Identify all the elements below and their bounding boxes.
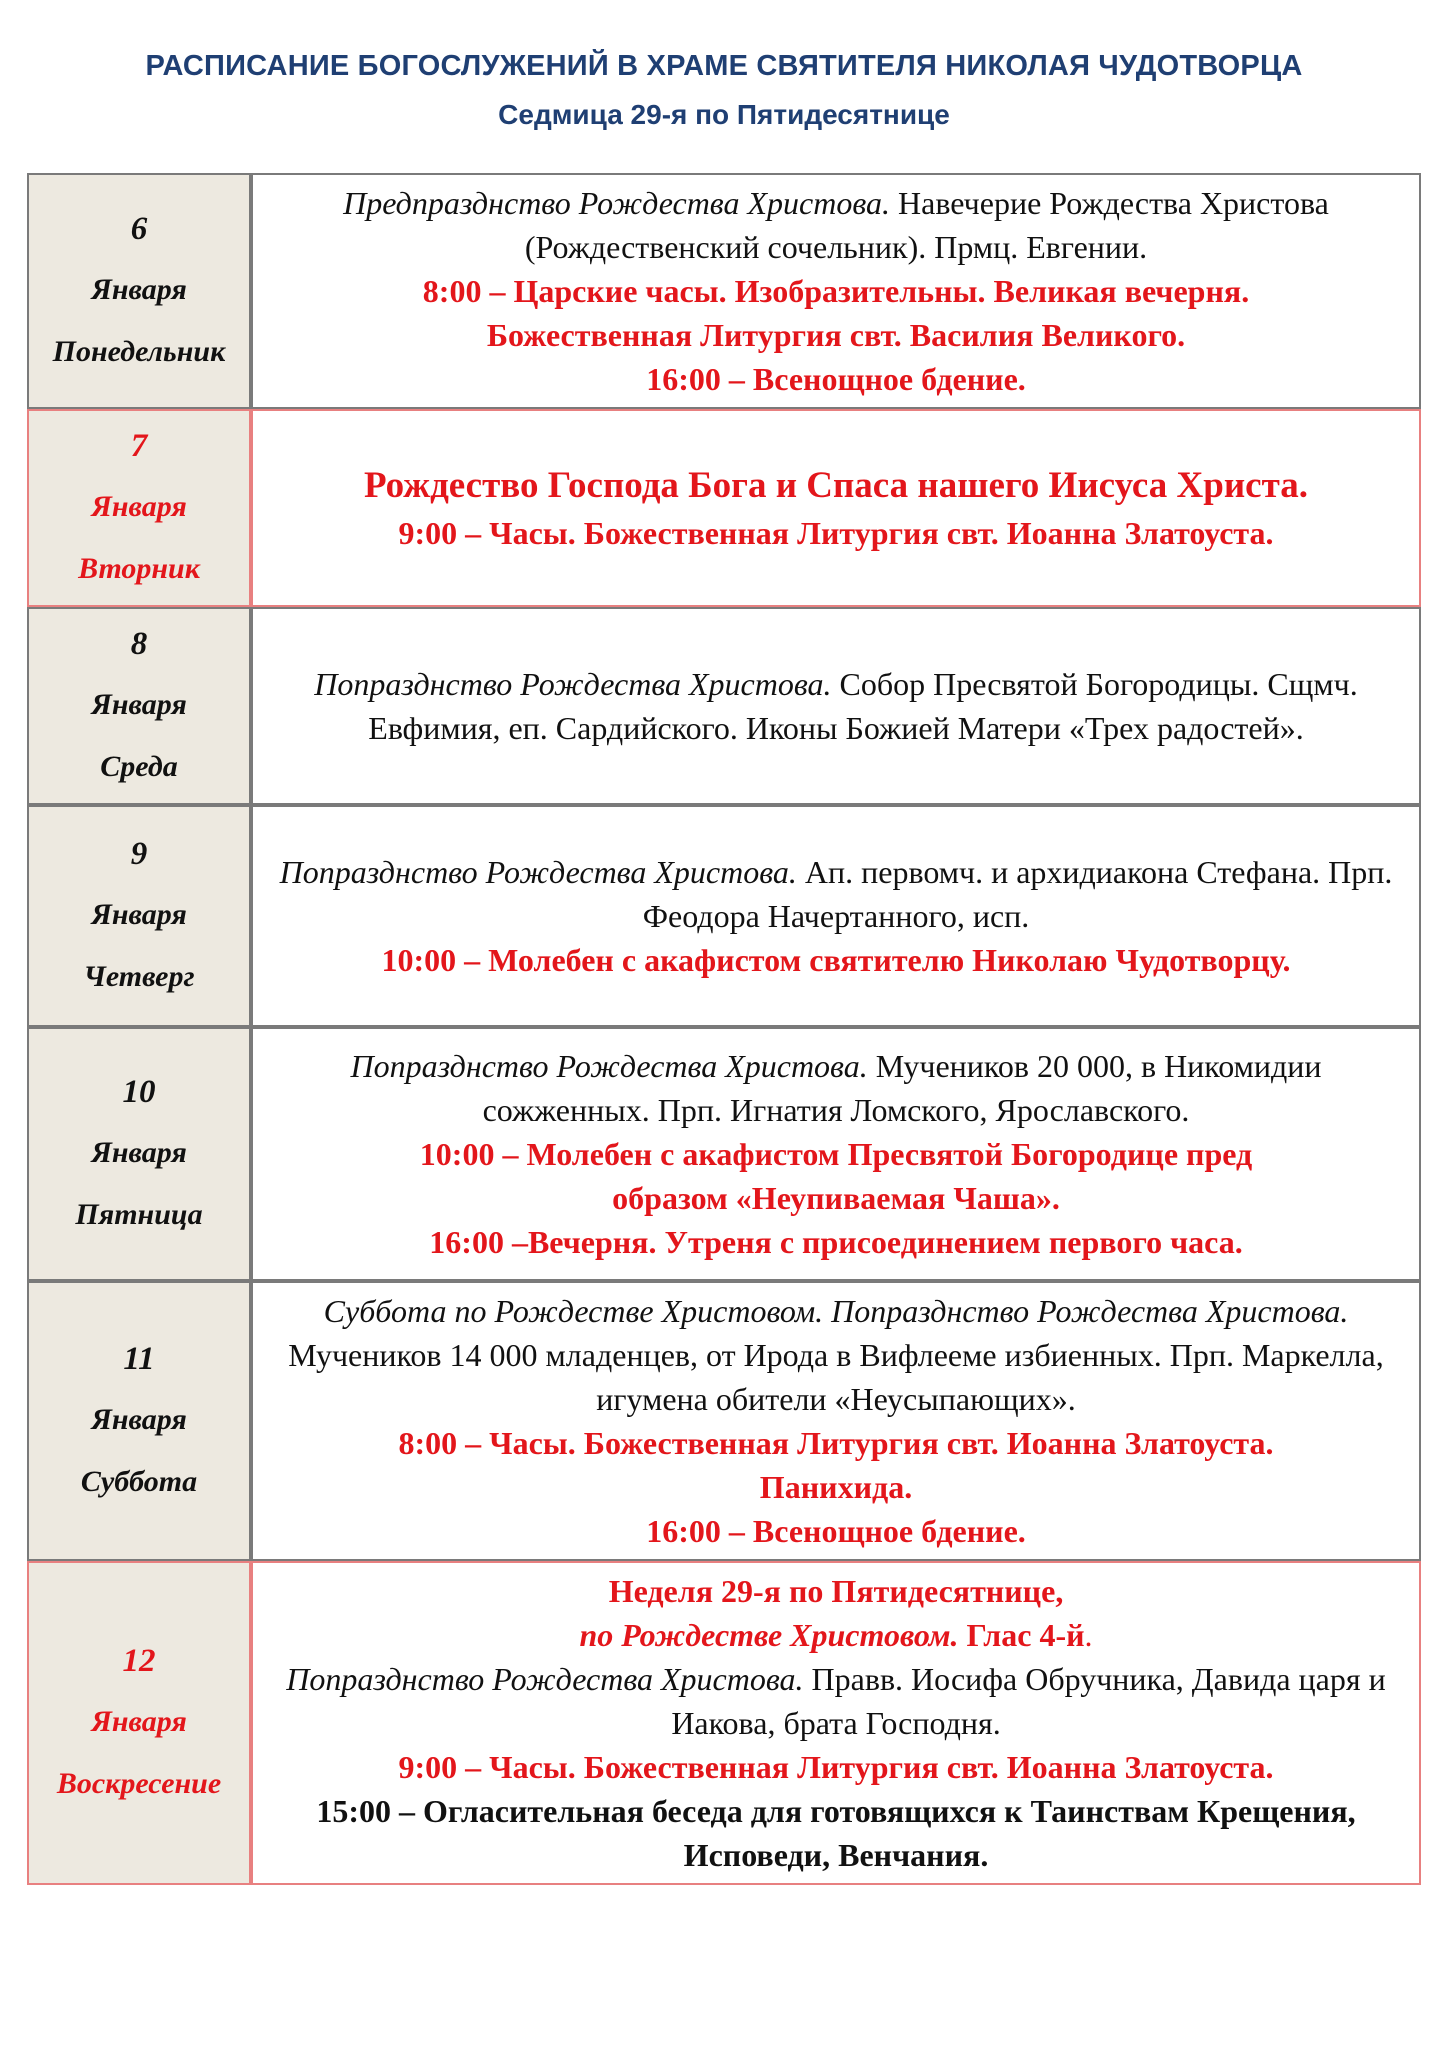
service-time: 16:00 – Всенощное бдение. [646,361,1026,397]
day-cell [27,173,251,409]
saints-text: Ап. первомч. и архидиакона Стефана. Прп. Феодора Начертанного, исп. [642,854,1393,934]
saints-text: Мучеников 20 000, в Никомидии сожженных. Прп. Игнатия Ломского, Ярославского. [482,1048,1322,1128]
service-time: 10:00 – Молебен с акафистом святителю Николаю Чудотворцу. [381,942,1291,978]
day-cell [27,409,251,607]
sunday-italic: по Рождестве Христовом. [579,1617,959,1653]
day-number: 6 [130,211,148,247]
weekday-label: Среда [100,750,178,783]
saints-text: Мучеников 14 000 младенцев, от Ирода в Вифлееме избиенных. Прп. Маркелла, игумена обители «Неусыпающих». [288,1337,1384,1417]
day-number: 7 [130,428,148,464]
weekday-label: Суббота [80,1465,198,1498]
table-row [27,173,1421,409]
month-label: Января [91,688,187,721]
commemoration-text [263,1657,1409,1745]
service-cell [251,607,1421,805]
day-cell [27,1281,251,1561]
month-label: Января [91,490,187,523]
service-cell [251,1027,1421,1281]
day-number: 12 [122,1643,156,1679]
table-row [27,409,1421,607]
feast-period: Попразднство Рождества Христова. [314,666,832,702]
service-time: 16:00 – Всенощное бдение. [646,1513,1026,1549]
service-cell [251,805,1421,1027]
service-cell [251,173,1421,409]
table-row [27,805,1421,1027]
saints-text: Навечерие Рождества Христова (Рождественский сочельник). Прмц. Евгении. [524,185,1329,265]
sunday-subtitle [263,1613,1409,1657]
day-cell [27,1027,251,1281]
commemoration-text [263,662,1409,750]
feast-period: Попразднство Рождества Христова. [286,1661,804,1697]
service-time: Божественная Литургия свт. Василия Великого. [486,317,1186,353]
service-cell [251,1561,1421,1885]
feast-period: Попразднство Рождества Христова. [350,1048,868,1084]
month-label: Января [91,1403,187,1436]
commemoration-text [263,1289,1409,1421]
page-subtitle: Седмица 29-я по Пятидесятнице [498,99,950,130]
weekday-label: Воскресение [56,1767,222,1800]
service-cell [251,1281,1421,1561]
commemoration-text [263,850,1409,938]
day-cell [27,805,251,1027]
month-label: Января [91,273,187,306]
feast-period: Попразднство Рождества Христова. [279,854,797,890]
day-cell [27,1561,251,1885]
catechesis-note: 15:00 – Огласительная беседа для готовящихся к Таинствам Крещения, Исповеди, Венчания. [316,1793,1356,1873]
table-row [27,1561,1421,1885]
weekday-label: Понедельник [52,335,226,368]
day-number: 10 [122,1074,156,1110]
page-header [0,50,1448,131]
feast-period: Предпразднство Рождества Христова. [343,185,890,221]
sunday-dot: . [1084,1617,1093,1653]
service-time: 8:00 – Царские часы. Изобразительны. Великая вечерня. [422,273,1250,309]
feast-period: Суббота по Рождестве Христовом. Попразднство Рождества Христова. [323,1293,1349,1329]
month-label: Января [91,1705,187,1738]
day-cell [27,607,251,805]
sunday-tone: Глас 4-й [958,1617,1085,1653]
commemoration-text [263,181,1409,269]
saints-text: Правв. Иосифа Обручника, Давида царя и Иакова, брата Господня. [671,1661,1386,1741]
service-time: 10:00 – Молебен с акафистом Пресвятой Богородице пред [419,1136,1253,1172]
page-title: РАСПИСАНИЕ БОГОСЛУЖЕНИЙ В ХРАМЕ СВЯТИТЕЛЯ НИКОЛАЯ ЧУДОТВОРЦА [145,50,1303,82]
table-row [27,1027,1421,1281]
service-time: 9:00 – Часы. Божественная Литургия свт. Иоанна Златоуста. [398,1749,1274,1785]
weekday-label: Вторник [78,552,200,585]
service-cell [251,409,1421,607]
feast-title: Рождество Господа Бога и Спаса нашего Иисуса Христа. [364,465,1308,506]
service-time: 8:00 – Часы. Божественная Литургия свт. Иоанна Златоуста. [398,1425,1274,1461]
table-row [27,607,1421,805]
service-time: 9:00 – Часы. Божественная Литургия свт. Иоанна Златоуста. [398,515,1274,551]
month-label: Января [91,898,187,931]
weekday-label: Пятница [75,1198,203,1231]
weekday-label: Четверг [83,960,195,993]
saints-text: Собор Пресвятой Богородицы. Сщмч. Евфимия, еп. Сардийского. Иконы Божией Матери «Трех радостей». [368,666,1358,746]
day-number: 11 [123,1341,155,1377]
sunday-title: Неделя 29-я по Пятидесятнице, [608,1573,1064,1609]
commemoration-text [263,1044,1409,1132]
service-time: образом «Неупиваемая Чаша». [612,1180,1060,1216]
day-number: 8 [130,626,148,662]
service-time: 16:00 –Вечерня. Утреня с присоединением первого часа. [429,1224,1243,1260]
schedule-table [27,173,1421,1885]
day-number: 9 [130,836,148,872]
month-label: Января [91,1136,187,1169]
service-time: Панихида. [759,1469,913,1505]
table-row [27,1281,1421,1561]
